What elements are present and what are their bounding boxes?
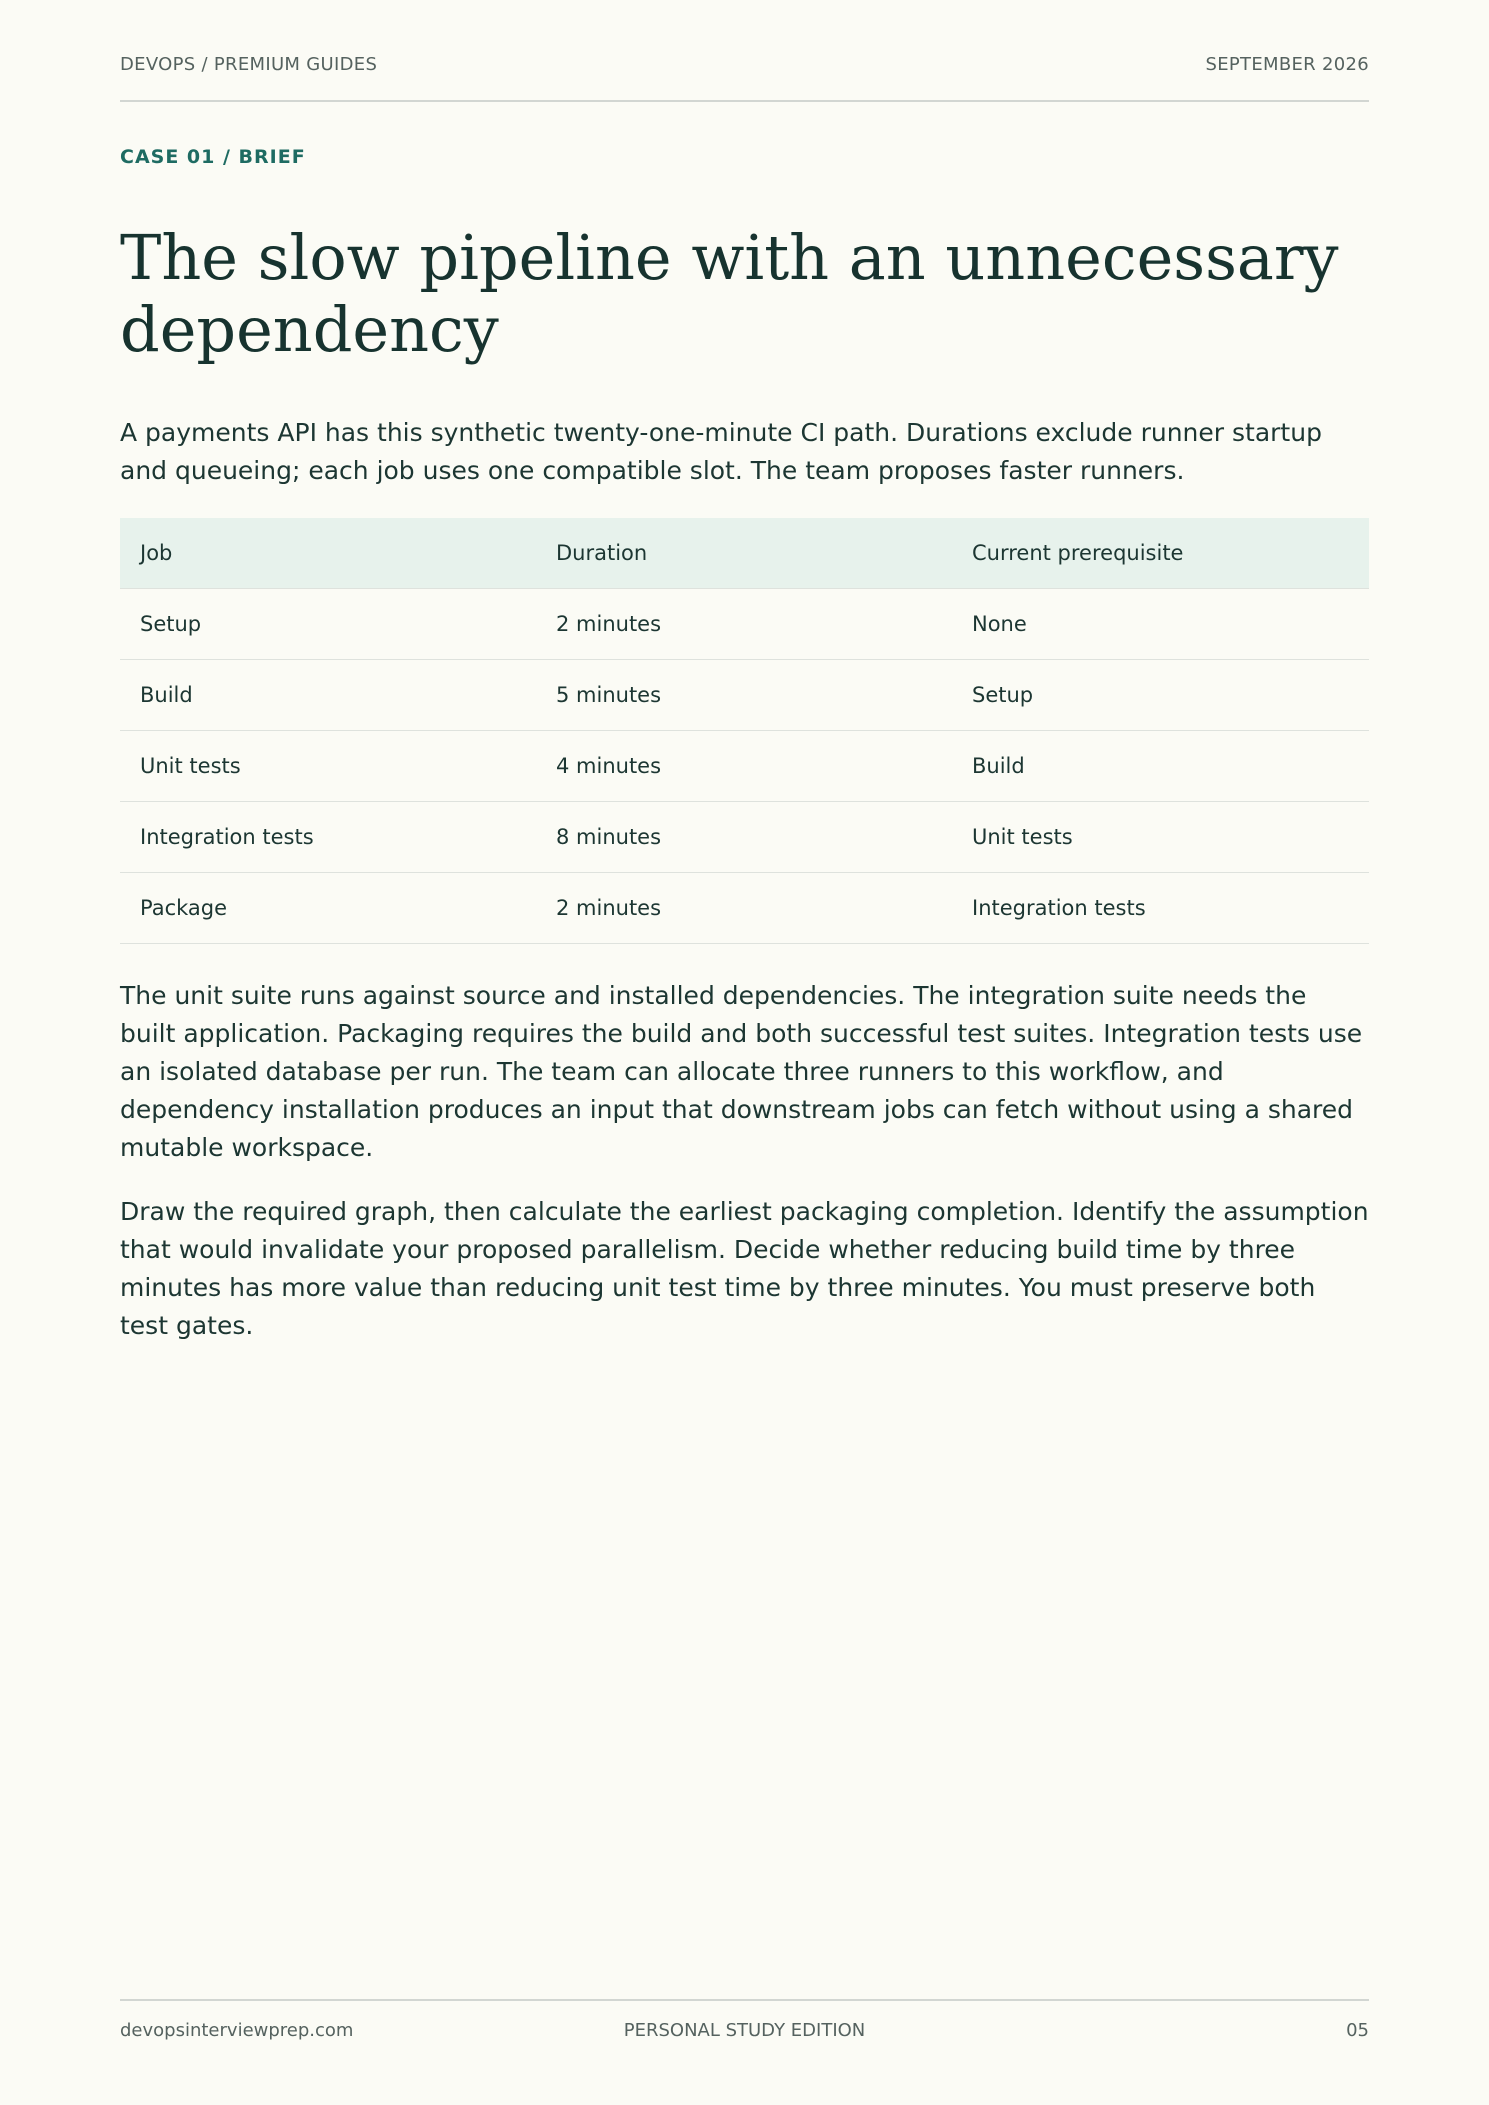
table-row <box>120 660 1369 731</box>
duration-cell: 8 minutes <box>536 802 952 873</box>
intro-paragraph: A payments API has this synthetic twenty-one-minute CI path. Durations exclude runner startup and queueing; each job uses one compatible slot. The team proposes faster runners. <box>120 418 1322 485</box>
prerequisite-cell: None <box>952 589 1369 660</box>
page-number: 05 <box>1346 2020 1369 2041</box>
table-row <box>120 802 1369 873</box>
page-header <box>120 54 1369 75</box>
job-cell: Package <box>120 873 536 944</box>
duration-cell: 2 minutes <box>536 873 952 944</box>
case-eyebrow: CASE 01 / BRIEF <box>120 146 306 168</box>
footer-divider <box>120 1999 1369 2001</box>
table-header-row <box>120 518 1369 589</box>
footer-edition: PERSONAL STUDY EDITION <box>623 2020 866 2041</box>
prerequisite-cell: Integration tests <box>952 873 1369 944</box>
column-header-prerequisite: Current prerequisite <box>952 518 1369 589</box>
prerequisite-cell: Build <box>952 731 1369 802</box>
prerequisite-cell: Setup <box>952 660 1369 731</box>
header-date: SEPTEMBER 2026 <box>1205 54 1369 75</box>
pipeline-jobs-table <box>120 518 1369 944</box>
header-section: DEVOPS / PREMIUM GUIDES <box>120 54 378 75</box>
column-header-job: Job <box>120 518 536 589</box>
job-cell: Build <box>120 660 536 731</box>
job-cell: Unit tests <box>120 731 536 802</box>
duration-cell: 5 minutes <box>536 660 952 731</box>
table-row <box>120 873 1369 944</box>
duration-cell: 4 minutes <box>536 731 952 802</box>
task-paragraph: Draw the required graph, then calculate the earliest packaging completion. Identify the assumption that would invalidate your proposed parallelism. Decide whether reducing build time by three minutes has more value than reducing unit test time by three minutes. You must preserve both test gates. <box>120 1197 1369 1340</box>
table-row <box>120 589 1369 660</box>
column-header-duration: Duration <box>536 518 952 589</box>
table-row <box>120 731 1369 802</box>
job-cell: Integration tests <box>120 802 536 873</box>
document-page <box>120 0 1369 2105</box>
header-divider <box>120 100 1369 102</box>
prerequisite-cell: Unit tests <box>952 802 1369 873</box>
duration-cell: 2 minutes <box>536 589 952 660</box>
job-cell: Setup <box>120 589 536 660</box>
constraints-paragraph: The unit suite runs against source and installed dependencies. The integration suite needs the built application. Packaging requires the build and both successful test suites. Integration tests use an isolated database per run. The team can allocate three runners to this workflow, and dependency installation produces an input that downstream jobs can fetch without using a shared mutable workspace. <box>120 981 1363 1162</box>
footer-site: devopsinterviewprep.com <box>120 2020 354 2041</box>
page-title: The slow pipeline with an unnecessary dependency <box>120 221 1339 366</box>
page-footer <box>120 2020 1369 2044</box>
